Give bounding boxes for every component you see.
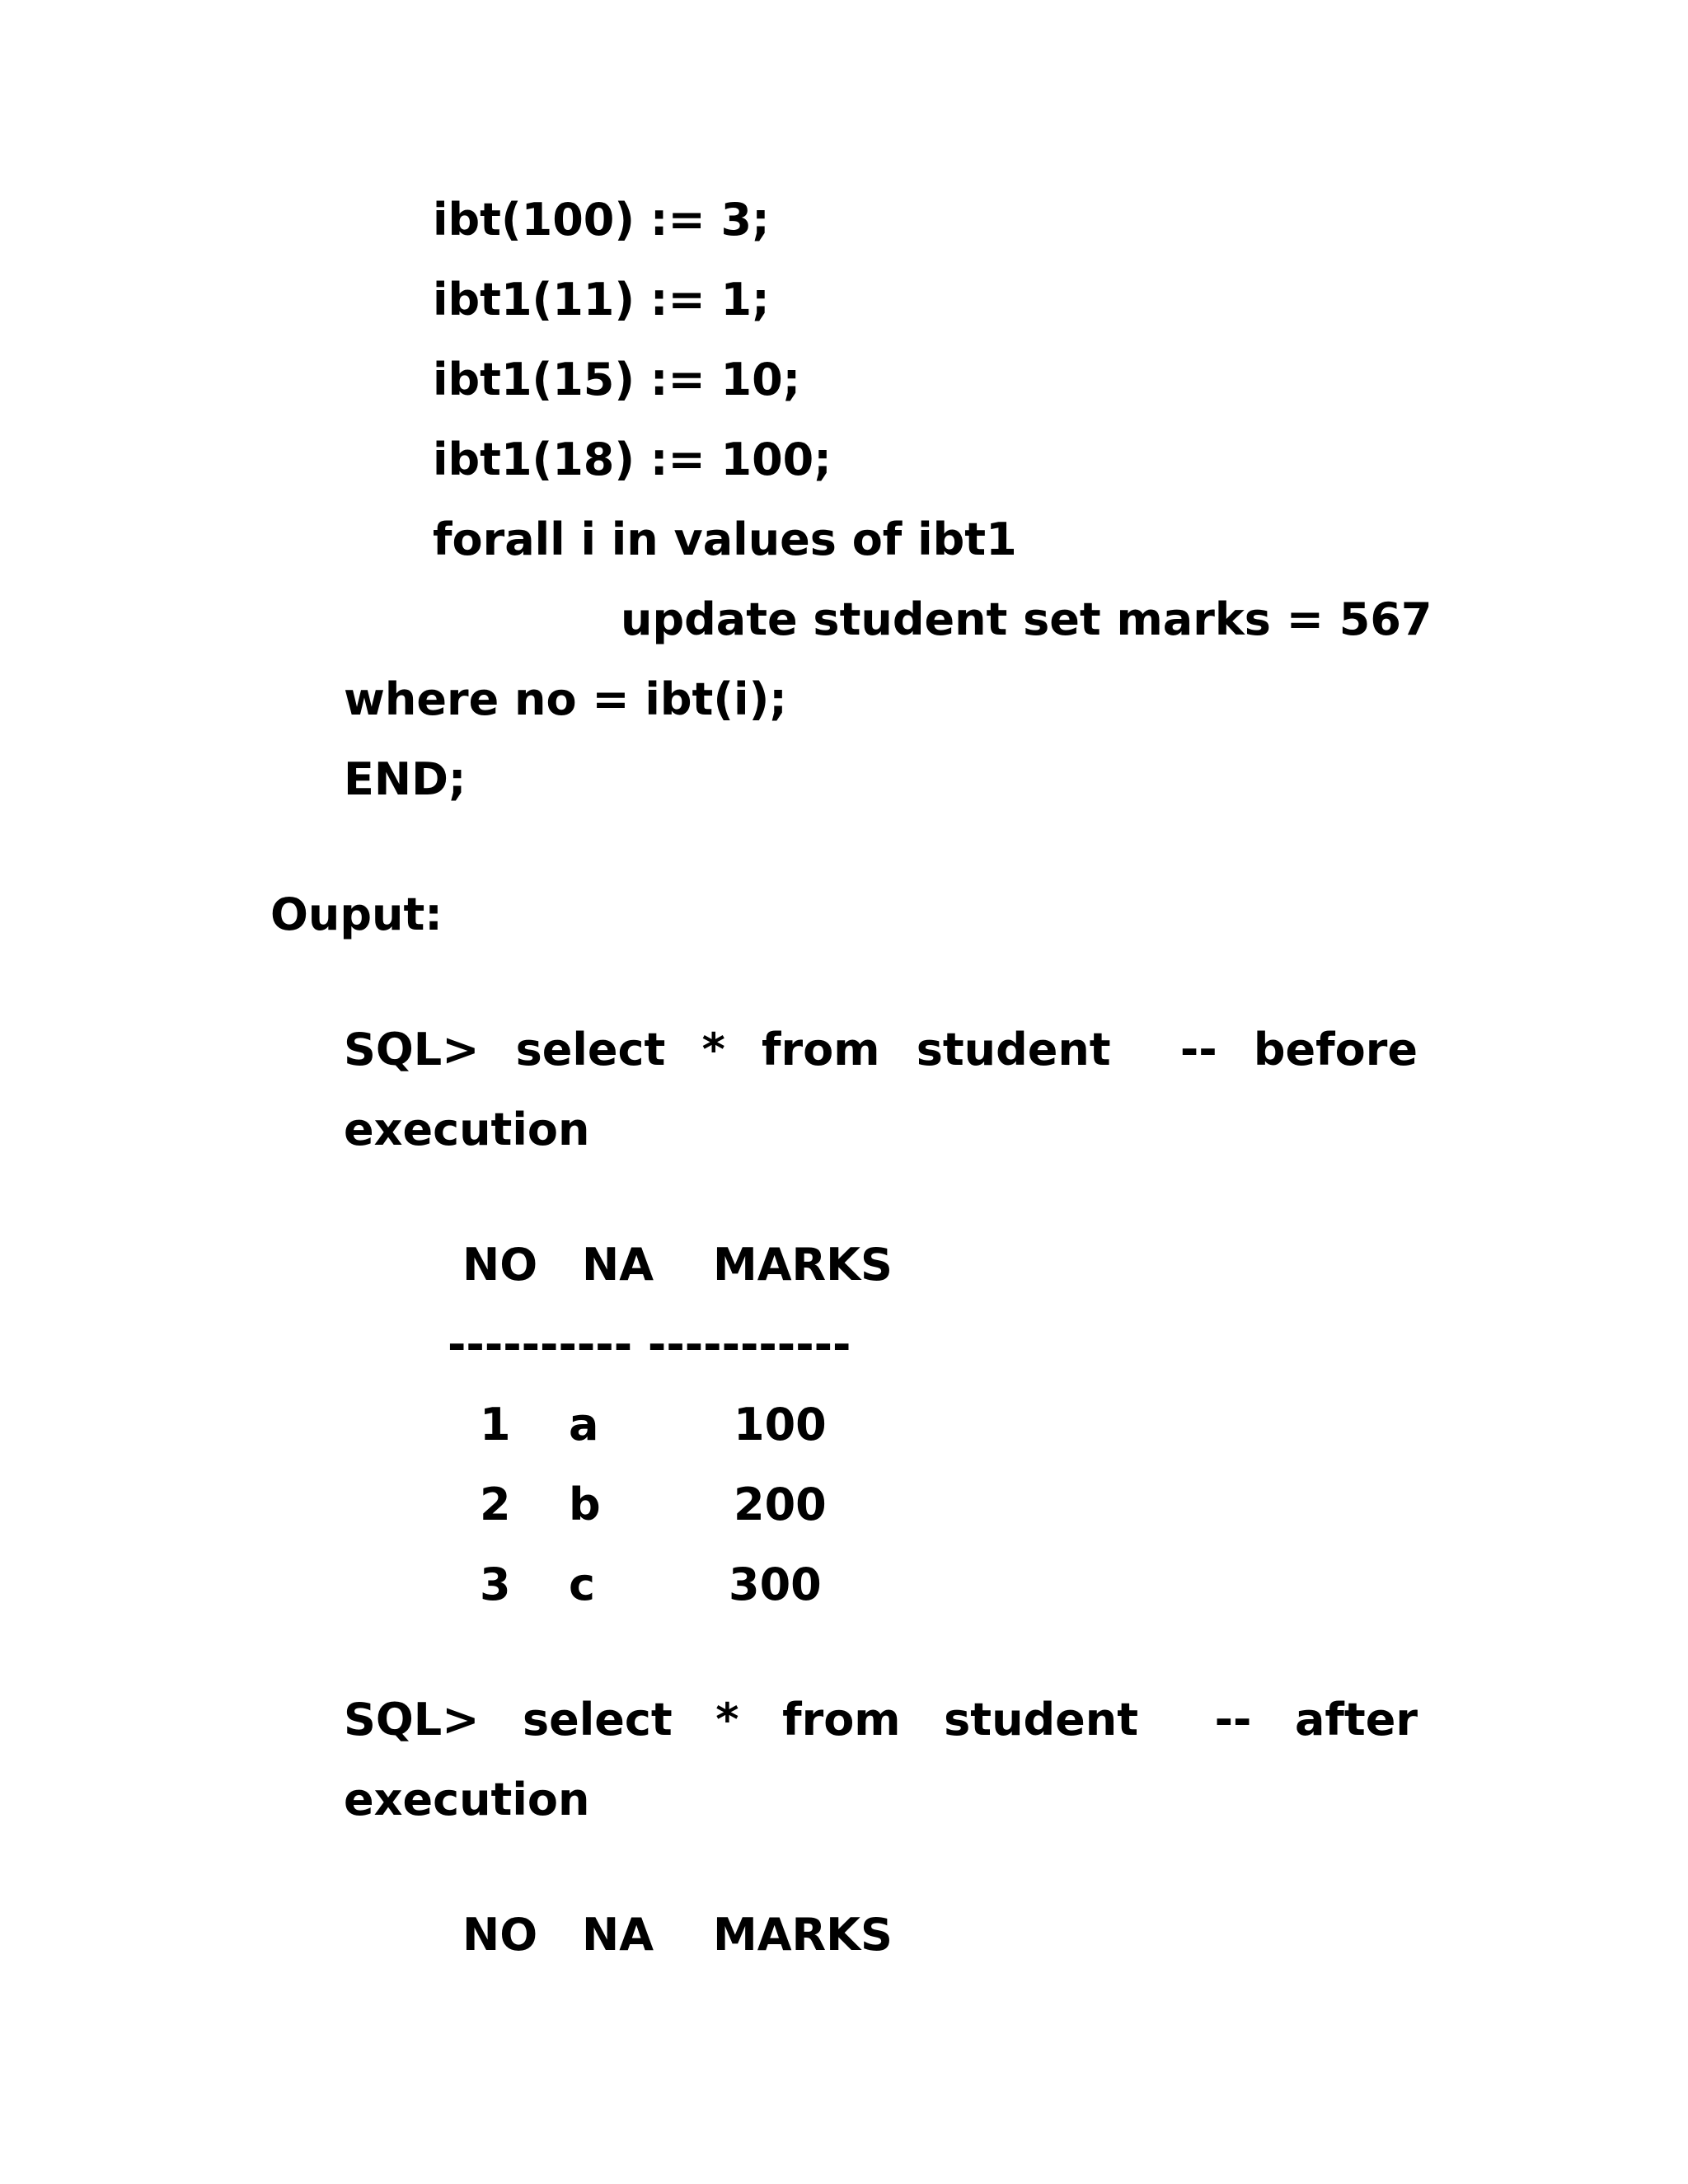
table-header-no: NO [462, 1239, 538, 1291]
table-cell-na: a [569, 1399, 599, 1451]
query-after-continuation: execution [344, 1774, 590, 1825]
query-after-line [344, 1694, 1418, 1746]
table-cell-no: 3 [480, 1558, 511, 1610]
code-line: where no = ibt(i); [344, 673, 787, 725]
query-before-continuation: execution [344, 1104, 590, 1155]
table-header-no: NO [462, 1909, 538, 1961]
table-cell-no: 2 [480, 1479, 511, 1530]
query-word: SQL> [344, 1024, 480, 1076]
table-cell-na: b [569, 1479, 601, 1530]
table-header-na: NA [582, 1909, 654, 1961]
query-word: -- [1179, 1024, 1217, 1076]
query-word: * [701, 1024, 725, 1076]
code-line: ibt1(18) := 100; [433, 434, 832, 485]
query-word: * [715, 1694, 739, 1746]
code-line: ibt1(15) := 10; [433, 354, 801, 405]
query-word: -- [1214, 1694, 1252, 1746]
query-word: after [1294, 1694, 1418, 1746]
code-line: ibt(100) := 3; [433, 194, 770, 246]
table-cell-marks: 200 [734, 1479, 827, 1530]
query-word: select [515, 1024, 666, 1076]
table-cell-marks: 300 [729, 1558, 822, 1610]
query-word: from [762, 1024, 880, 1076]
table-header-marks: MARKS [713, 1909, 893, 1961]
query-word: student [944, 1694, 1139, 1746]
table-separator: ---------- ----------- [448, 1319, 851, 1371]
code-line: update student set marks = 567 [621, 593, 1432, 645]
query-word: student [916, 1024, 1111, 1076]
table-cell-na: c [569, 1558, 596, 1610]
table-cell-marks: 100 [734, 1399, 827, 1451]
query-word: from [782, 1694, 901, 1746]
table-header-na: NA [582, 1239, 654, 1291]
query-word: SQL> [344, 1694, 480, 1746]
query-word: before [1253, 1024, 1418, 1076]
table-header-marks: MARKS [713, 1239, 893, 1291]
code-line: ibt1(11) := 1; [433, 274, 770, 326]
query-word: select [523, 1694, 673, 1746]
output-label: Ouput: [270, 888, 443, 940]
query-before-line [344, 1024, 1418, 1076]
table-cell-no: 1 [480, 1399, 511, 1451]
code-line: END; [344, 753, 467, 805]
code-line: forall i in values of ibt1 [433, 513, 1017, 565]
